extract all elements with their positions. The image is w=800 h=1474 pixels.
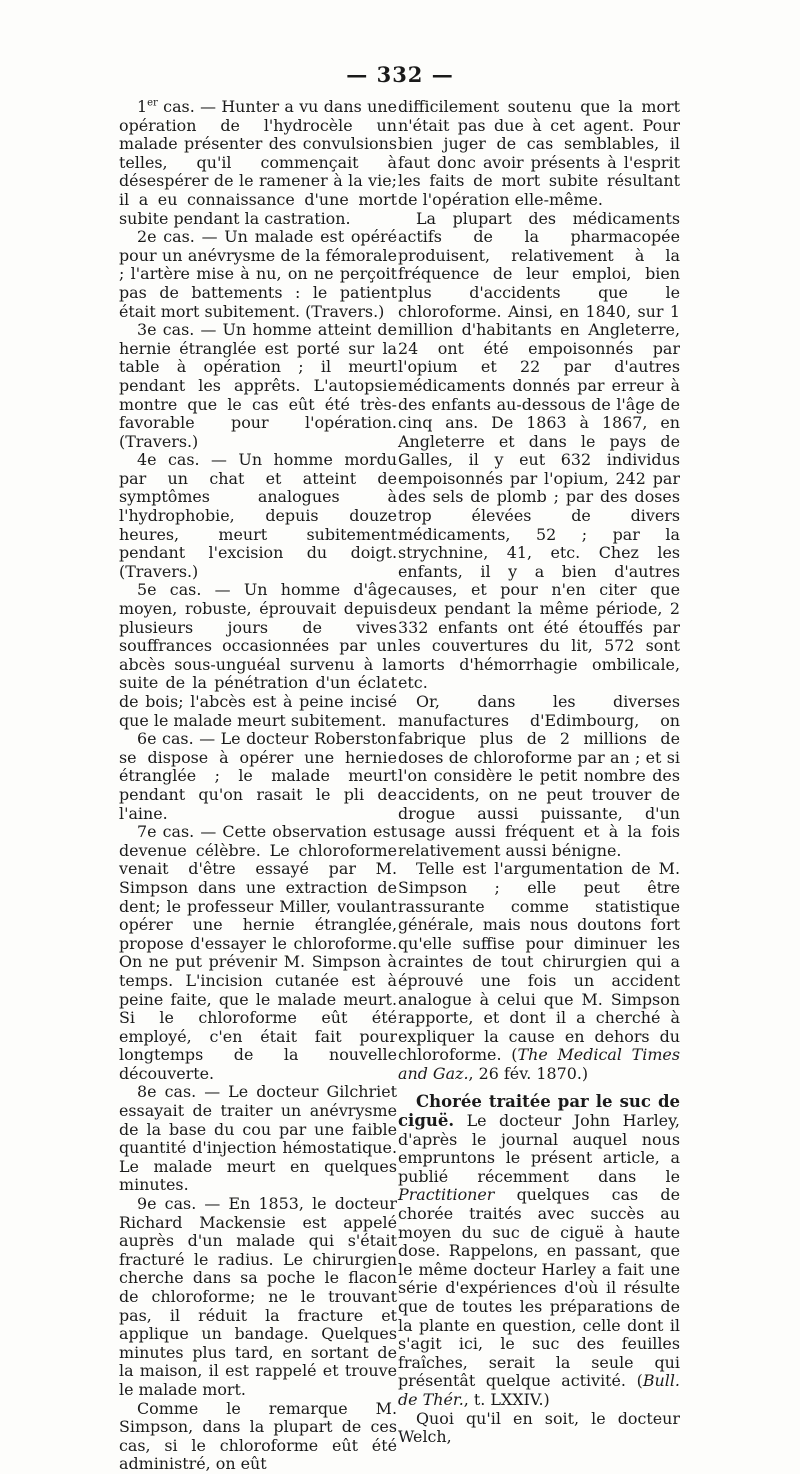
article-text: Le docteur John Harley, d'après le journal auquel nous empruntons le présent article, a publié récemment dans le — [398, 1111, 680, 1186]
article-text: quelques cas de chorée traités avec succès au moyen du suc de ciguë à haute dose. Rappelons, en passant, que le même docteur Harley a fait une série d'expériences d'où il résulte que de toutes les préparations de la plante en question, celle dont il s'agit ici, le suc des feuilles fraîches, serait la seule qui présentât quelque activité. ( — [398, 1185, 680, 1391]
paragraph-case-5: 5e cas. — Un homme d'âge moyen, robuste, éprouvait depuis plusieurs jours de vives souffrances occasionnées par un abcès sous-unguéal survenu à la suite de la pénétration d'un éclat de bois; l'abcès est à peine incisé que le malade meurt subitement. — [119, 580, 397, 730]
paragraph-welch: Quoi qu'il en soit, le docteur Welch, — [398, 1408, 680, 1447]
paragraph-case-7: 7e cas. — Cette observation est devenue célèbre. Le chloroforme venait d'être essayé par M. Simpson dans une extraction de dent; le professeur Miller, voulant opérer une hernie étranglée, propose d'essayer le chloroforme. On ne put prévenir M. Simpson à temps. L'incision cutanée est à peine faite, que le malade meurt. Si le chloroforme eût été employé, c'en était fait pour longtemps de la nouvelle découverte. — [119, 822, 397, 1083]
right-column — [398, 98, 680, 1447]
source-ref: , t. LXXIV.) — [463, 1389, 550, 1409]
case-number: 1 — [137, 97, 148, 116]
paragraph-text: cas. — Hunter a vu dans une opération de l'hydrocèle un malade présenter des convulsions telles, qu'il commençait à désespérer de le ramener à la vie; il a eu connaissance d'une mort subite pendant la castration. — [119, 97, 397, 228]
article-choree — [398, 1093, 680, 1409]
source-date: , 26 fév. 1870.) — [468, 1063, 589, 1083]
ordinal-suffix: er — [147, 97, 158, 109]
page-number: — 332 — — [346, 62, 454, 87]
paragraph-case-3: 3e cas. — Un homme atteint de hernie étranglée est porté sur la table à opération ; il meurt pendant les apprêts. L'autopsie montre que le cas eût été très-favorable pour l'opération. (Travers.) — [119, 320, 397, 451]
article-title: Chorée traitée par le suc de ciguë. — [398, 1092, 680, 1131]
paragraph-case-9: 9e cas. — En 1853, le docteur Richard Mackensie est appelé auprès d'un malade qui s'était fracturé le radius. Le chirurgien cherche dans sa poche le flacon de chloroforme; ne le trouvant pas, il réduit la fracture et applique un bandage. Quelques minutes plus tard, en sortant de la maison, il est rappelé et trouve le malade mort. — [119, 1194, 397, 1399]
source-title: Bull. de Thér. — [398, 1371, 680, 1409]
paragraph-edimbourg: Or, dans les diverses manufactures d'Edimbourg, on fabrique plus de 2 millions de doses de chloroforme par an ; et si l'on considère le petit nombre des accidents, on ne peut trouver de drogue aussi puissante, d'un usage aussi fréquent et à la fois relativement aussi bénigne. — [398, 692, 680, 860]
left-column — [119, 98, 397, 1474]
paragraph-pharmacopee: La plupart des médicaments actifs de la pharmacopée produisent, relativement à la fréquence de leur emploi, bien plus d'accidents que le chloroforme. Ainsi, en 1840, sur 1 million d'habitants en Angleterre, 24 ont été empoisonnés par l'opium et 22 par d'autres médicaments donnés par erreur à des enfants au-dessous de l'âge de cinq ans. De 1863 à 1867, en Angleterre et dans le pays de Galles, il y eut 632 individus empoisonnés par l'opium, 242 par des sels de plomb ; par des doses trop élevées de divers médicaments, 52 ; par la strychnine, 41, etc. Chez les enfants, il y a bien d'autres causes, et pour n'en citer que deux pendant la même période, 2 332 enfants ont été étouffés par les couvertures du lit, 572 sont morts d'hémorrhagie ombilicale, etc. — [398, 208, 680, 693]
journal-name: Practitioner — [398, 1185, 495, 1205]
source-title: The Medical Times and Gaz. — [398, 1045, 680, 1083]
paragraph-continuation: difficilement soutenu que la mort n'était pas due à cet agent. Pour bien juger de cas semblables, il faut donc avoir présents à l'esprit les faits de mort subite résultant de l'opération elle-même. — [398, 97, 680, 209]
paragraph-case-1 — [119, 98, 397, 228]
paragraph-case-8: 8e cas. — Le docteur Gilchriet essayait de traiter un anévrysme de la base du cou par une faible quantité d'injection hémostatique. Le malade meurt en quelques minutes. — [119, 1082, 397, 1195]
paragraph-case-6: 6e cas. — Le docteur Roberston se dispose à opérer une hernie étranglée ; le malade meurt pendant qu'on rasait le pli de l'aine. — [119, 729, 397, 823]
paragraph-simpson-remark: Comme le remarque M. Simpson, dans la plupart de ces cas, si le chloroforme eût été administré, on eût — [119, 1398, 397, 1474]
paragraph-case-2: 2e cas. — Un malade est opéré pour un anévrysme de la fémorale ; l'artère mise à nu, on ne perçoit pas de battements : le patient était mort subitement. (Travers.) — [119, 227, 397, 321]
paragraph-argumentation — [398, 860, 680, 1083]
paragraph-case-4: 4e cas. — Un homme mordu par un chat et atteint de symptômes analogues à l'hydrophobie, depuis douze heures, meurt subitement pendant l'excision du doigt. (Travers.) — [119, 450, 397, 581]
paragraph-text: Telle est l'argumentation de M. Simpson ; elle peut être rassurante comme statistique générale, mais nous doutons fort qu'elle suffise pour diminuer les craintes de tout chirurgien qui a éprouvé une fois un accident analogue à celui que M. Simpson rapporte, et dont il a cherché à expliquer la cause en dehors du chloroforme. ( — [398, 859, 680, 1065]
